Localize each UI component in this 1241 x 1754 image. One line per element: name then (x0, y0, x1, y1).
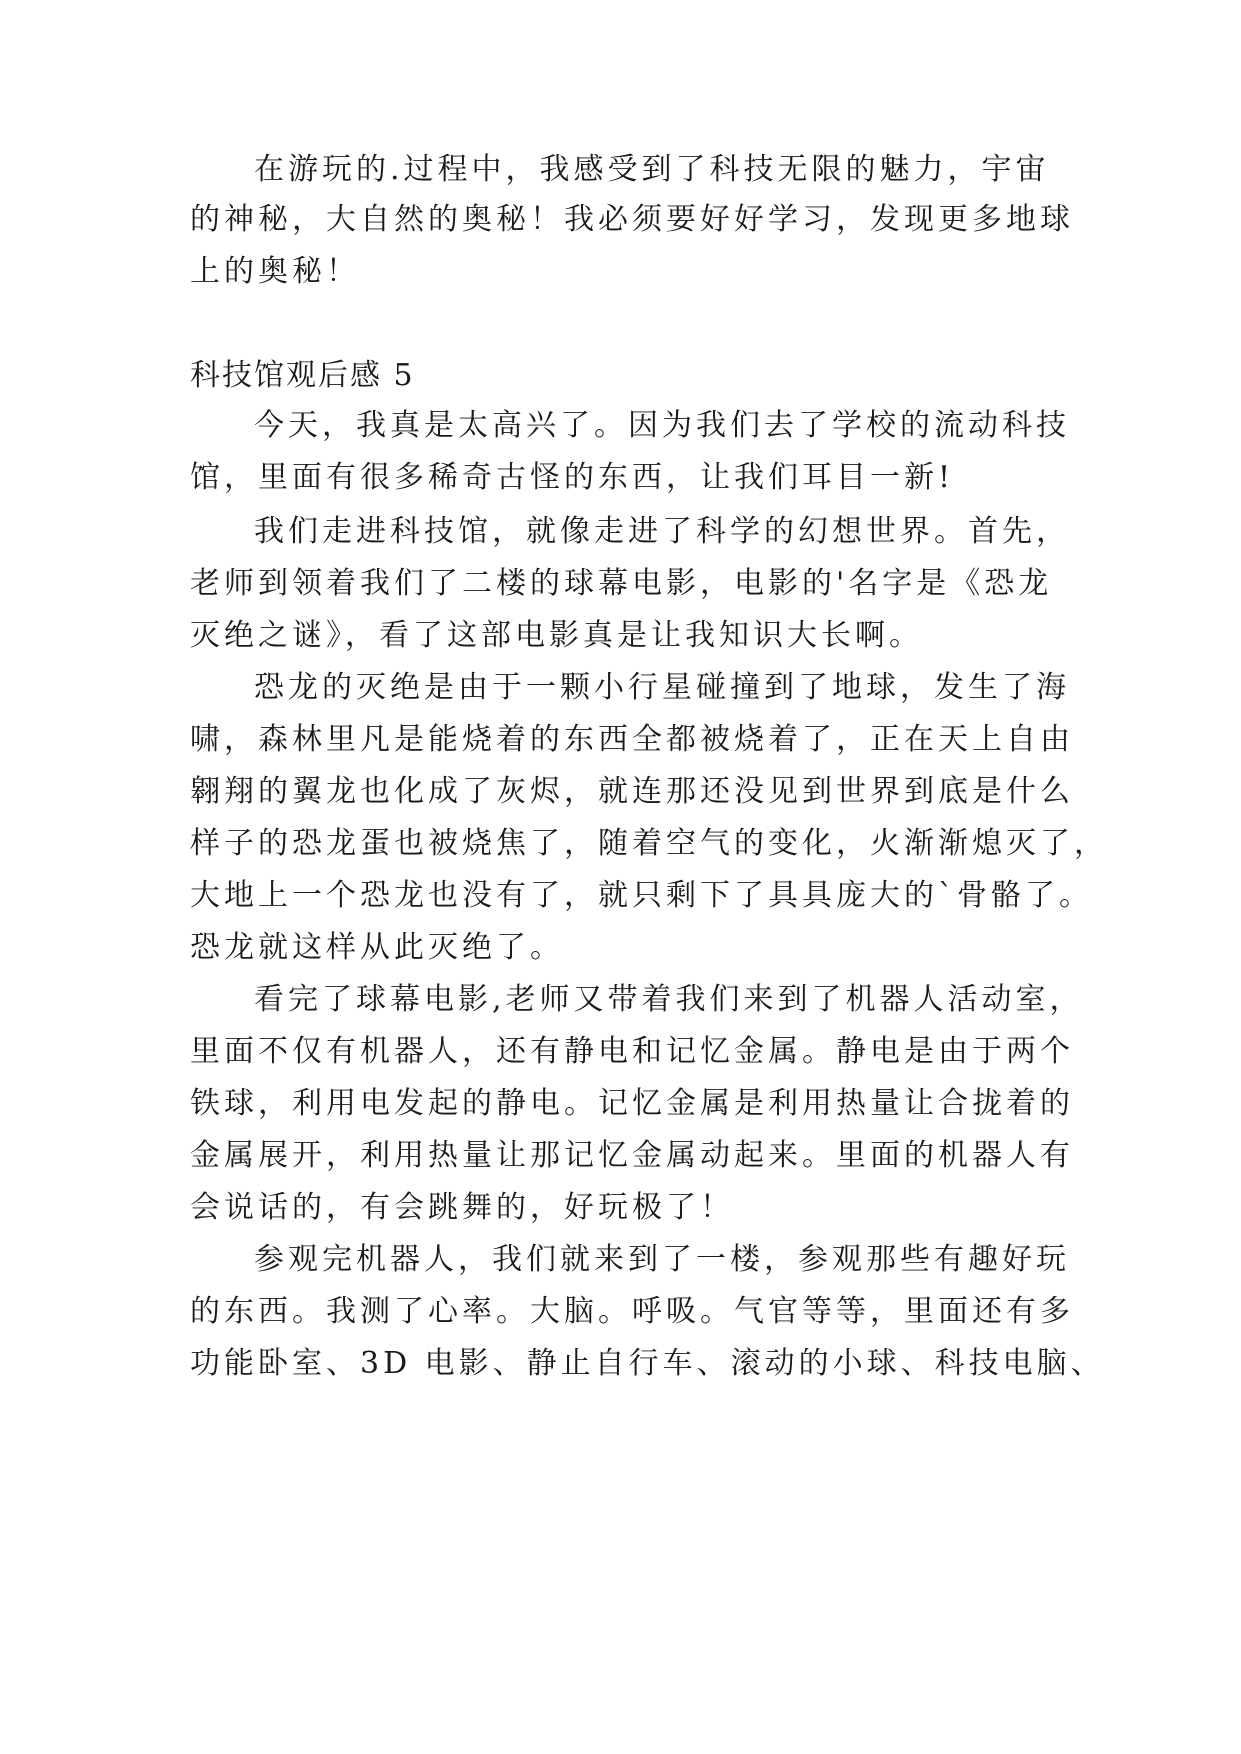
paragraph-line: 功能卧室、3D 电影、静止自行车、滚动的小球、科技电脑、 (190, 1346, 1105, 1381)
paragraph-line: 里面不仅有机器人，还有静电和记忆金属。静电是由于两个 (190, 1034, 1074, 1069)
section-title: 科技馆观后感 5 (190, 358, 415, 393)
paragraph-line: 上的奥秘！ (190, 254, 360, 289)
paragraph-line: 会说话的，有会跳舞的，好玩极了！ (190, 1190, 734, 1225)
paragraph-line: 恐龙的灭绝是由于一颗小行星碰撞到了地球，发生了海 (254, 670, 1070, 705)
paragraph-line: 老师到领着我们了二楼的球幕电影，电影的'名字是《恐龙 (190, 566, 1053, 601)
paragraph-line: 参观完机器人，我们就来到了一楼，参观那些有趣好玩 (254, 1242, 1070, 1277)
paragraph-line: 馆，里面有很多稀奇古怪的东西，让我们耳目一新! (190, 460, 955, 495)
paragraph-line: 恐龙就这样从此灭绝了。 (190, 930, 564, 965)
paragraph-line: 金属展开，利用热量让那记忆金属动起来。里面的机器人有 (190, 1138, 1074, 1173)
paragraph-line: 翱翔的翼龙也化成了灰烬，就连那还没见到世界到底是什么 (190, 774, 1074, 809)
paragraph-line: 大地上一个恐龙也没有了，就只剩下了具具庞大的`骨骼了。 (190, 878, 1093, 913)
paragraph-line: 看完了球幕电影,老师又带着我们来到了机器人活动室， (254, 982, 1084, 1017)
paragraph-line: 的东西。我测了心率。大脑。呼吸。气官等等，里面还有多 (190, 1294, 1074, 1329)
paragraph-line: 今天，我真是太高兴了。因为我们去了学校的流动科技 (254, 408, 1070, 443)
paragraph-line: 铁球，利用电发起的静电。记忆金属是利用热量让合拢着的 (190, 1086, 1074, 1121)
paragraph-line: 啸，森林里凡是能烧着的东西全都被烧着了，正在天上自由 (190, 722, 1074, 757)
paragraph-line: 样子的恐龙蛋也被烧焦了，随着空气的变化，火渐渐熄灭了， (190, 826, 1108, 861)
paragraph-line: 我们走进科技馆，就像走进了科学的幻想世界。首先， (254, 514, 1070, 549)
paragraph-line: 的神秘，大自然的奥秘！我必须要好好学习，发现更多地球 (190, 202, 1074, 237)
paragraph-line: 在游玩的.过程中，我感受到了科技无限的魅力，宇宙 (254, 152, 1050, 187)
paragraph-line: 灭绝之谜》，看了这部电影真是让我知识大长啊。 (190, 618, 923, 653)
